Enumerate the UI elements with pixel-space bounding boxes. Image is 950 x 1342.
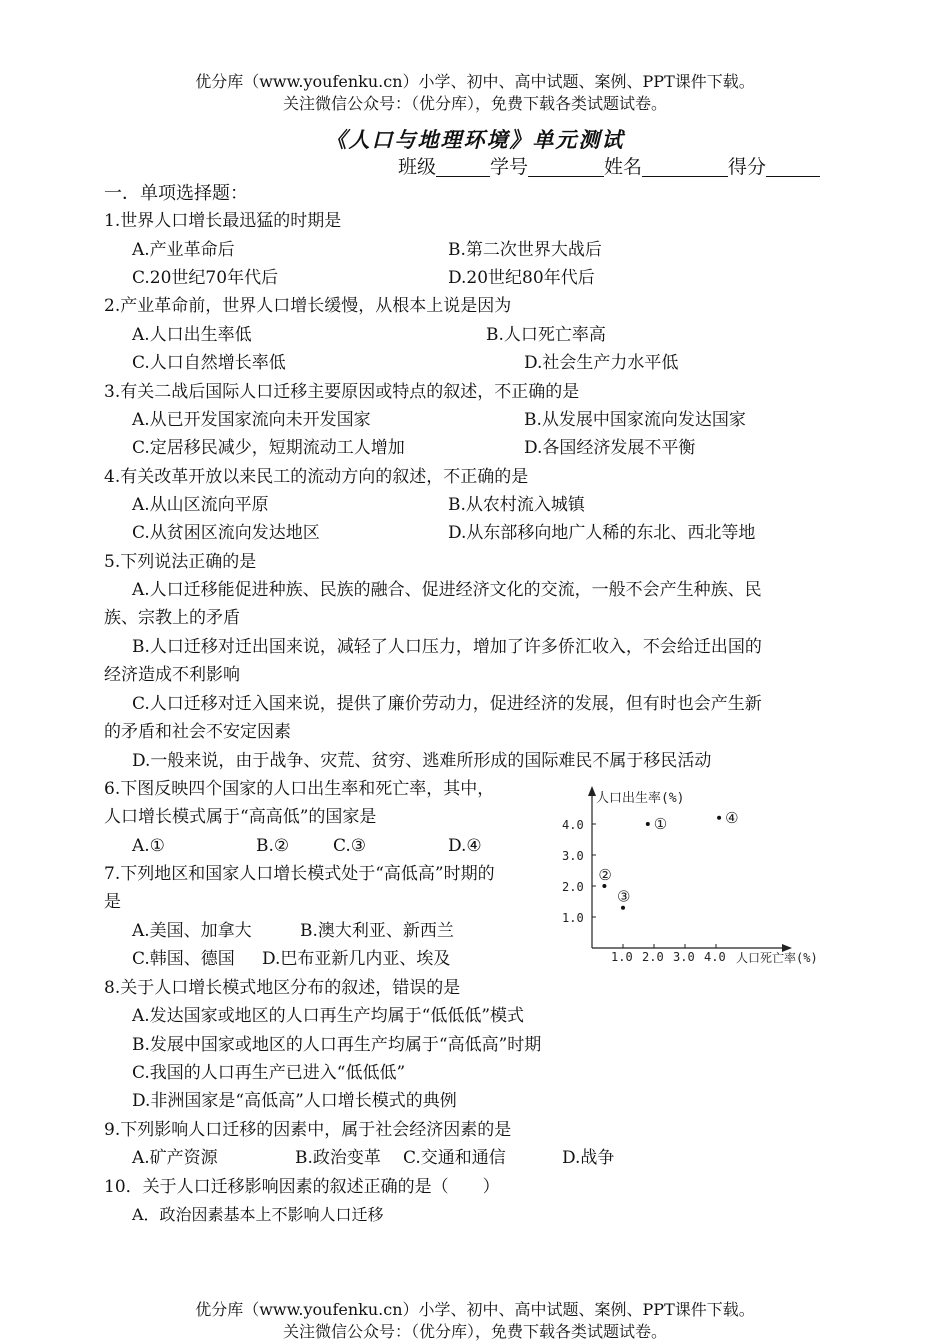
- x-tick-label: 4.0: [704, 950, 726, 964]
- class-label: 班级: [398, 156, 437, 178]
- name-label: 姓名: [604, 156, 643, 178]
- q4-option-d: D.从东部移向地广人稀的东北、西北等地: [448, 523, 756, 543]
- data-point-label-3: ③: [617, 887, 631, 906]
- q9-option-c: C.交通和通信: [403, 1148, 506, 1168]
- q9-option-b: B.政治变革: [295, 1148, 381, 1168]
- q2-option-d: D.社会生产力水平低: [524, 353, 679, 373]
- q4-option-a: A.从山区流向平原: [132, 495, 269, 515]
- x-tick-label: 3.0: [673, 950, 695, 964]
- q8-option-a: A.发达国家或地区的人口再生产均属于“低低低”模式: [132, 1006, 525, 1026]
- y-axis-label: 人口出生率(%): [596, 791, 685, 806]
- data-point-4: [717, 816, 721, 820]
- data-point-label-2: ②: [598, 866, 612, 884]
- y-tick-label: 2.0: [562, 880, 584, 894]
- q8-option-c: C.我国的人口再生产已进入“低低低”: [132, 1063, 406, 1083]
- q4-option-c: C.从贫困区流向发达地区: [132, 523, 320, 543]
- q9-option-d: D.战争: [562, 1148, 615, 1168]
- q1-option-b: B.第二次世界大战后: [448, 240, 602, 260]
- score-blank[interactable]: [766, 156, 820, 177]
- q1-stem: 1.世界人口增长最迅猛的时期是: [104, 211, 342, 231]
- q6-option-b: B.②: [256, 836, 290, 856]
- number-blank[interactable]: [528, 156, 604, 177]
- y-tick-label: 3.0: [562, 849, 584, 863]
- q5-option-b-line2: 经济造成不利影响: [104, 665, 240, 685]
- q9-option-a: A.矿产资源: [132, 1148, 218, 1168]
- q8-option-b: B.发展中国家或地区的人口再生产均属于“高低高”时期: [132, 1035, 542, 1055]
- q1-option-d: D.20世纪80年代后: [448, 268, 595, 288]
- q2-option-a: A.人口出生率低: [132, 325, 252, 345]
- q5-stem: 5.下列说法正确的是: [104, 552, 257, 572]
- data-point-label-1: ①: [653, 815, 668, 833]
- y-tick-label: 1.0: [562, 911, 584, 925]
- q7-option-d: D.巴布亚新几内亚、埃及: [262, 949, 451, 969]
- header-line-2: 关注微信公众号：（优分库），免费下载各类试题试卷。: [282, 94, 667, 113]
- q4-option-b: B.从农村流入城镇: [448, 495, 585, 515]
- q8-stem: 8.关于人口增长模式地区分布的叙述，错误的是: [104, 978, 461, 998]
- number-label: 学号: [490, 156, 529, 178]
- data-point-2: [602, 884, 606, 888]
- q5-option-a-line1: A.人口迁移能促进种族、民族的融合、促进经济文化的交流，一般不会产生种族、民: [132, 580, 762, 600]
- data-point-3: [621, 906, 625, 910]
- footer-line-1: 优分库（www.youfenku.cn）小学、初中、高中试题、案例、PPT课件下载。: [195, 1300, 755, 1319]
- q9-stem: 9.下列影响人口迁移的因素中，属于社会经济因素的是: [104, 1120, 512, 1140]
- name-blank[interactable]: [642, 156, 728, 177]
- q6-option-d: D.④: [448, 836, 482, 856]
- q6-stem-line1: 6.下图反映四个国家的人口出生率和死亡率，其中，: [104, 779, 495, 799]
- q3-option-a: A.从已开发国家流向未开发国家: [132, 410, 371, 430]
- q7-stem-line2: 是: [104, 892, 121, 912]
- q10-option-a: A．政治因素基本上不影响人口迁移: [132, 1205, 384, 1224]
- q1-option-c: C.20世纪70年代后: [132, 268, 279, 288]
- page-title: 《人口与地理环境》单元测试: [325, 127, 625, 152]
- q4-stem: 4.有关改革开放以来民工的流动方向的叙述，不正确的是: [104, 467, 529, 487]
- q7-option-a: A.美国、加拿大: [132, 921, 252, 941]
- q7-option-c: C.韩国、德国: [132, 949, 235, 969]
- q3-option-d: D.各国经济发展不平衡: [524, 438, 696, 458]
- data-point-1: [646, 822, 650, 826]
- q5-option-a-line2: 族、宗教上的矛盾: [104, 608, 240, 628]
- footer-line-2: 关注微信公众号：（优分库），免费下载各类试题试卷。: [282, 1322, 667, 1341]
- q10-stem: 10．关于人口迁移影响因素的叙述正确的是（ ）: [104, 1177, 500, 1197]
- q5-option-c-line1: C.人口迁移对迁入国来说，提供了廉价劳动力，促进经济的发展，但有时也会产生新: [132, 694, 762, 714]
- q8-option-d: D.非洲国家是“高低高”人口增长模式的典例: [132, 1091, 457, 1111]
- class-blank[interactable]: [436, 156, 490, 177]
- x-axis-label: 人口死亡率(%): [736, 951, 818, 965]
- header-line-1: 优分库（www.youfenku.cn）小学、初中、高中试题、案例、PPT课件下载。: [195, 72, 755, 91]
- score-label: 得分: [728, 156, 767, 178]
- q1-option-a: A.产业革命后: [132, 240, 235, 260]
- y-tick-label: 4.0: [562, 818, 584, 832]
- q2-stem: 2.产业革命前，世界人口增长缓慢，从根本上说是因为: [104, 296, 512, 316]
- y-axis-arrow: [588, 786, 596, 796]
- section-heading: 一．单项选择题：: [104, 183, 248, 204]
- q6-option-c: C.③: [333, 836, 367, 856]
- student-info: [398, 152, 820, 179]
- q2-option-c: C.人口自然增长率低: [132, 353, 286, 373]
- q5-option-d: D.一般来说，由于战争、灾荒、贫穷、逃难所形成的国际难民不属于移民活动: [132, 751, 712, 771]
- q6-option-a: A.①: [132, 836, 165, 856]
- q3-option-c: C.定居移民减少，短期流动工人增加: [132, 438, 405, 458]
- birth-death-rate-chart: [550, 780, 840, 970]
- x-tick-label: 2.0: [642, 950, 664, 964]
- q5-option-b-line1: B.人口迁移对迁出国来说，减轻了人口压力，增加了许多侨汇收入，不会给迁出国的: [132, 637, 762, 657]
- q7-option-b: B.澳大利亚、新西兰: [300, 921, 454, 941]
- x-tick-label: 1.0: [611, 950, 633, 964]
- q7-stem-line1: 7.下列地区和国家人口增长模式处于“高低高”时期的: [104, 864, 495, 884]
- q2-option-b: B.人口死亡率高: [486, 325, 606, 345]
- q3-stem: 3.有关二战后国际人口迁移主要原因或特点的叙述，不正确的是: [104, 382, 580, 402]
- q3-option-b: B.从发展中国家流向发达国家: [524, 410, 746, 430]
- data-point-label-4: ④: [725, 808, 739, 827]
- q5-option-c-line2: 的矛盾和社会不安定因素: [104, 722, 291, 742]
- q6-stem-line2: 人口增长模式属于“高高低”的国家是: [104, 807, 377, 827]
